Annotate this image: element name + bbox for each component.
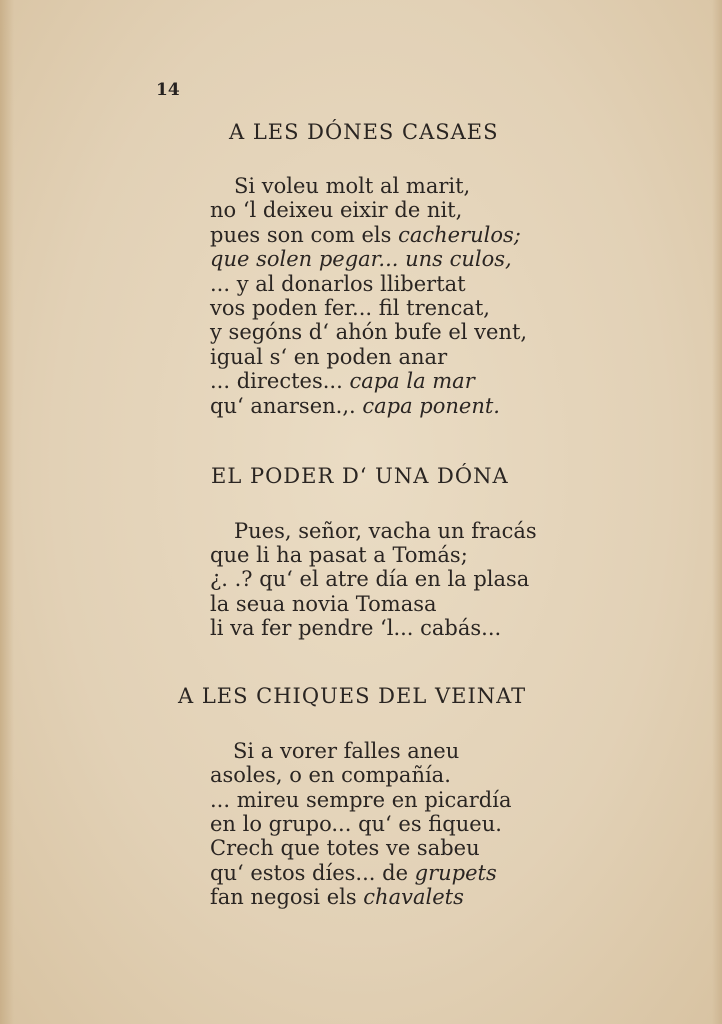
line-text: ... mireu sempre en picardía bbox=[210, 788, 512, 812]
poem-line bbox=[210, 861, 497, 886]
poem-line bbox=[210, 223, 521, 248]
italic-text: capa la mar bbox=[349, 369, 475, 393]
poem-line bbox=[210, 272, 466, 297]
poem-line bbox=[210, 296, 490, 321]
line-text: pues son com els bbox=[210, 223, 399, 247]
line-text: ¿. .? qu‘ el atre día en la plasa bbox=[210, 567, 530, 591]
line-text: no ‘l deixeu eixir de nit, bbox=[210, 198, 463, 222]
poem-line bbox=[233, 739, 459, 764]
poem-line bbox=[210, 543, 468, 568]
poem-line bbox=[210, 885, 464, 910]
line-text: igual s‘ en poden anar bbox=[210, 345, 448, 369]
poem-line bbox=[210, 788, 512, 813]
poem-line bbox=[234, 519, 537, 544]
page-edge-left bbox=[0, 0, 14, 1024]
poem-line bbox=[210, 369, 475, 394]
line-text: Si voleu molt al marit, bbox=[234, 174, 471, 198]
page-number: 14 bbox=[156, 80, 180, 100]
poem-title-3: A LES CHIQUES DEL VEINAT bbox=[178, 684, 527, 708]
line-text: Crech que totes ve sabeu bbox=[210, 836, 480, 860]
poem-line bbox=[210, 592, 437, 617]
poem-title-2: EL PODER D‘ UNA DÓNA bbox=[211, 464, 509, 488]
italic-text: cacherulos; bbox=[398, 223, 521, 247]
poem-line bbox=[234, 174, 470, 199]
line-text: Si a vorer falles aneu bbox=[233, 739, 460, 763]
poem-line bbox=[210, 320, 527, 345]
italic-text: grupets bbox=[414, 861, 497, 885]
poem-line bbox=[210, 247, 512, 272]
poem-line bbox=[210, 836, 480, 861]
poem-line bbox=[210, 394, 500, 419]
line-text: fan negosi els bbox=[210, 885, 364, 909]
line-text: y segóns d‘ ahón bufe el vent, bbox=[210, 320, 528, 344]
poem-line bbox=[210, 567, 529, 592]
line-text: la seua novia Tomasa bbox=[210, 592, 437, 616]
poem-title-1: A LES DÓNES CASAES bbox=[229, 120, 499, 144]
poem-line bbox=[210, 812, 502, 837]
line-text: qu‘ estos díes... de bbox=[210, 861, 415, 885]
poem-line bbox=[210, 345, 447, 370]
line-text: li va fer pendre ‘l... cabás... bbox=[210, 616, 502, 640]
line-text: ... directes... bbox=[210, 369, 350, 393]
line-text: vos poden fer... fil trencat, bbox=[210, 296, 490, 320]
italic-text: chavalets bbox=[363, 885, 464, 909]
italic-text: que solen pegar... uns culos, bbox=[210, 247, 512, 271]
line-text: que li ha pasat a Tomás; bbox=[210, 543, 468, 567]
line-text: ... y al donarlos llibertat bbox=[210, 272, 466, 296]
poem-line bbox=[210, 198, 462, 223]
line-text: qu‘ anarsen.,. bbox=[210, 394, 363, 418]
page-edge-right bbox=[712, 0, 722, 1024]
line-text: asoles, o en compañía. bbox=[210, 763, 451, 787]
poem-line bbox=[210, 616, 501, 641]
italic-text: capa ponent. bbox=[362, 394, 500, 418]
line-text: Pues, señor, vacha un fracás bbox=[234, 519, 537, 543]
poem-line bbox=[210, 763, 451, 788]
line-text: en lo grupo... qu‘ es fiqueu. bbox=[210, 812, 502, 836]
